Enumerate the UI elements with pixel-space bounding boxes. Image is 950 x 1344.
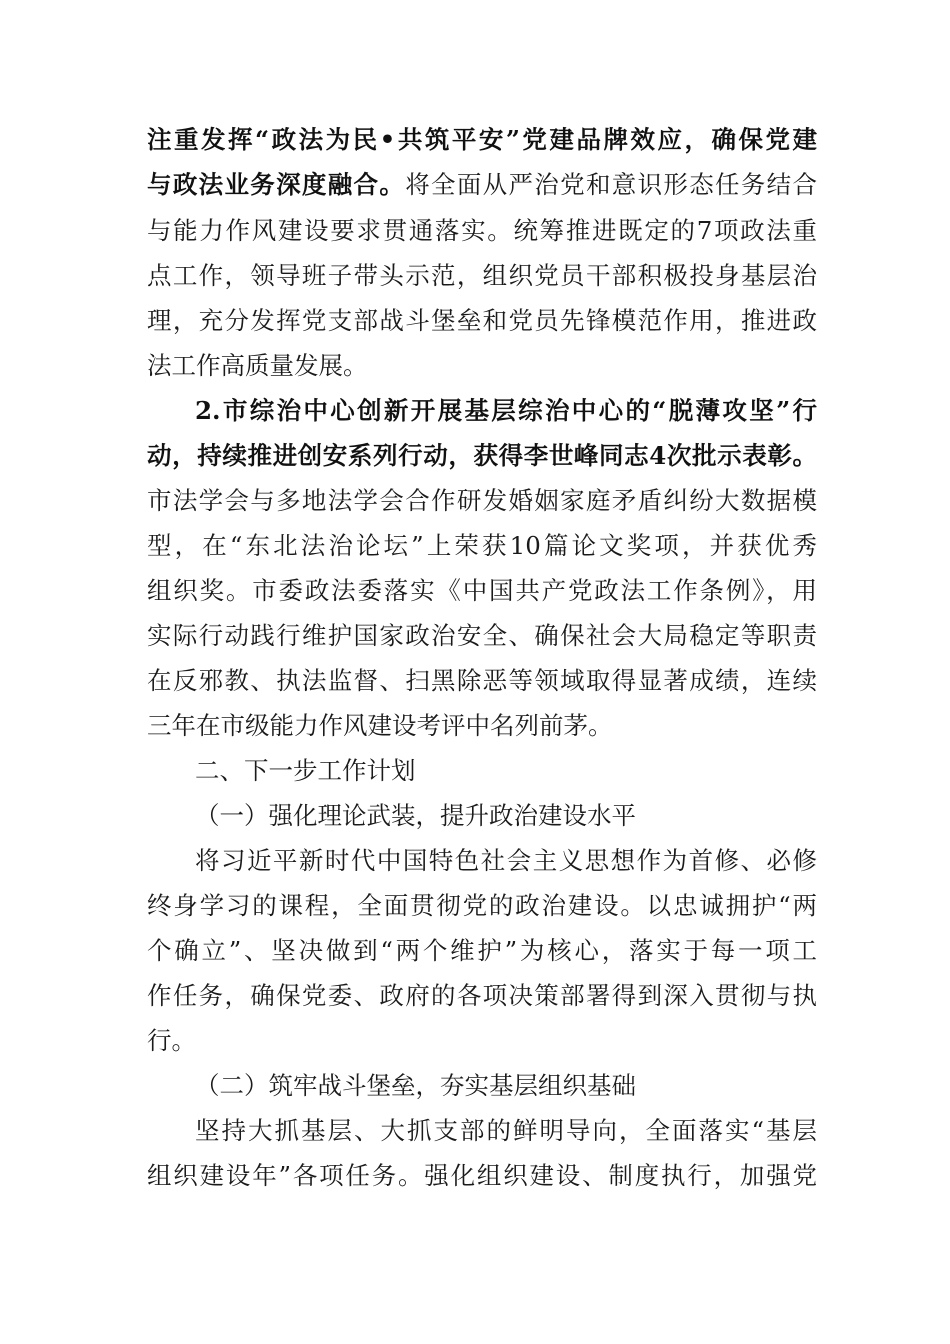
p1-line-4: 点工作，领导班子带头示范，组织党员干部积极投身基层治 [147, 261, 817, 290]
sub1-line-2: 终身学习的课程，全面贯彻党的政治建设。以忠诚拥护“两 [147, 891, 817, 920]
sub1-line-5: 行。 [147, 1026, 196, 1055]
p2-line-2: 动，持续推进创安系列行动，获得李世峰同志4次批示表彰。 [147, 441, 817, 470]
p1-line-2-rest: 将全面从严治党和意识形态任务结合 [405, 170, 818, 199]
sub1-line-3: 个确立”、坚决做到“两个维护”为核心，落实于每一项工 [147, 936, 817, 965]
sub1-line-4: 作任务，确保党委、政府的各项决策部署得到深入贯彻与执 [147, 981, 817, 1010]
subsection-1-title: （一）强化理论武装，提升政治建设水平 [195, 801, 636, 830]
p2-line-6: 实际行动践行维护国家政治安全、确保社会大局稳定等职责 [147, 621, 817, 650]
p2-line-7: 在反邪教、执法监督、扫黑除恶等领域取得显著成绩，连续 [147, 666, 817, 695]
p1-line-5: 理，充分发挥党支部战斗堡垒和党员先锋模范作用，推进政 [147, 306, 817, 335]
p1-line-2-bold: 与政法业务深度融合。 [147, 170, 406, 199]
sub1-line-1: 将习近平新时代中国特色社会主义思想作为首修、必修 [195, 846, 817, 875]
section-heading: 二、下一步工作计划 [195, 756, 416, 785]
p1-line-2 [147, 163, 817, 207]
p2-line-8: 三年在市级能力作风建设考评中名列前茅。 [147, 711, 613, 740]
subsection-2-title: （二）筑牢战斗堡垒，夯实基层组织基础 [195, 1071, 636, 1100]
sub2-line-2: 组织建设年”各项任务。强化组织建设、制度执行，加强党 [147, 1161, 817, 1190]
p2-line-3: 市法学会与多地法学会合作研发婚姻家庭矛盾纠纷大数据模 [147, 486, 817, 515]
sub2-line-1: 坚持大抓基层、大抓支部的鲜明导向，全面落实“基层 [195, 1116, 817, 1145]
p2-line-5: 组织奖。市委政法委落实《中国共产党政法工作条例》，用 [147, 576, 817, 605]
p1-line-3: 与能力作风建设要求贯通落实。统筹推进既定的7项政法重 [147, 216, 817, 245]
p1-line-6: 法工作高质量发展。 [147, 351, 368, 380]
p2-line-1: 2.市综治中心创新开展基层综治中心的“脱薄攻坚”行 [195, 396, 817, 425]
p2-line-4: 型，在“东北法治论坛”上荣获10篇论文奖项，并获优秀 [147, 531, 817, 560]
p1-line-1: 注重发挥“政法为民•共筑平安”党建品牌效应，确保党建 [147, 125, 817, 154]
